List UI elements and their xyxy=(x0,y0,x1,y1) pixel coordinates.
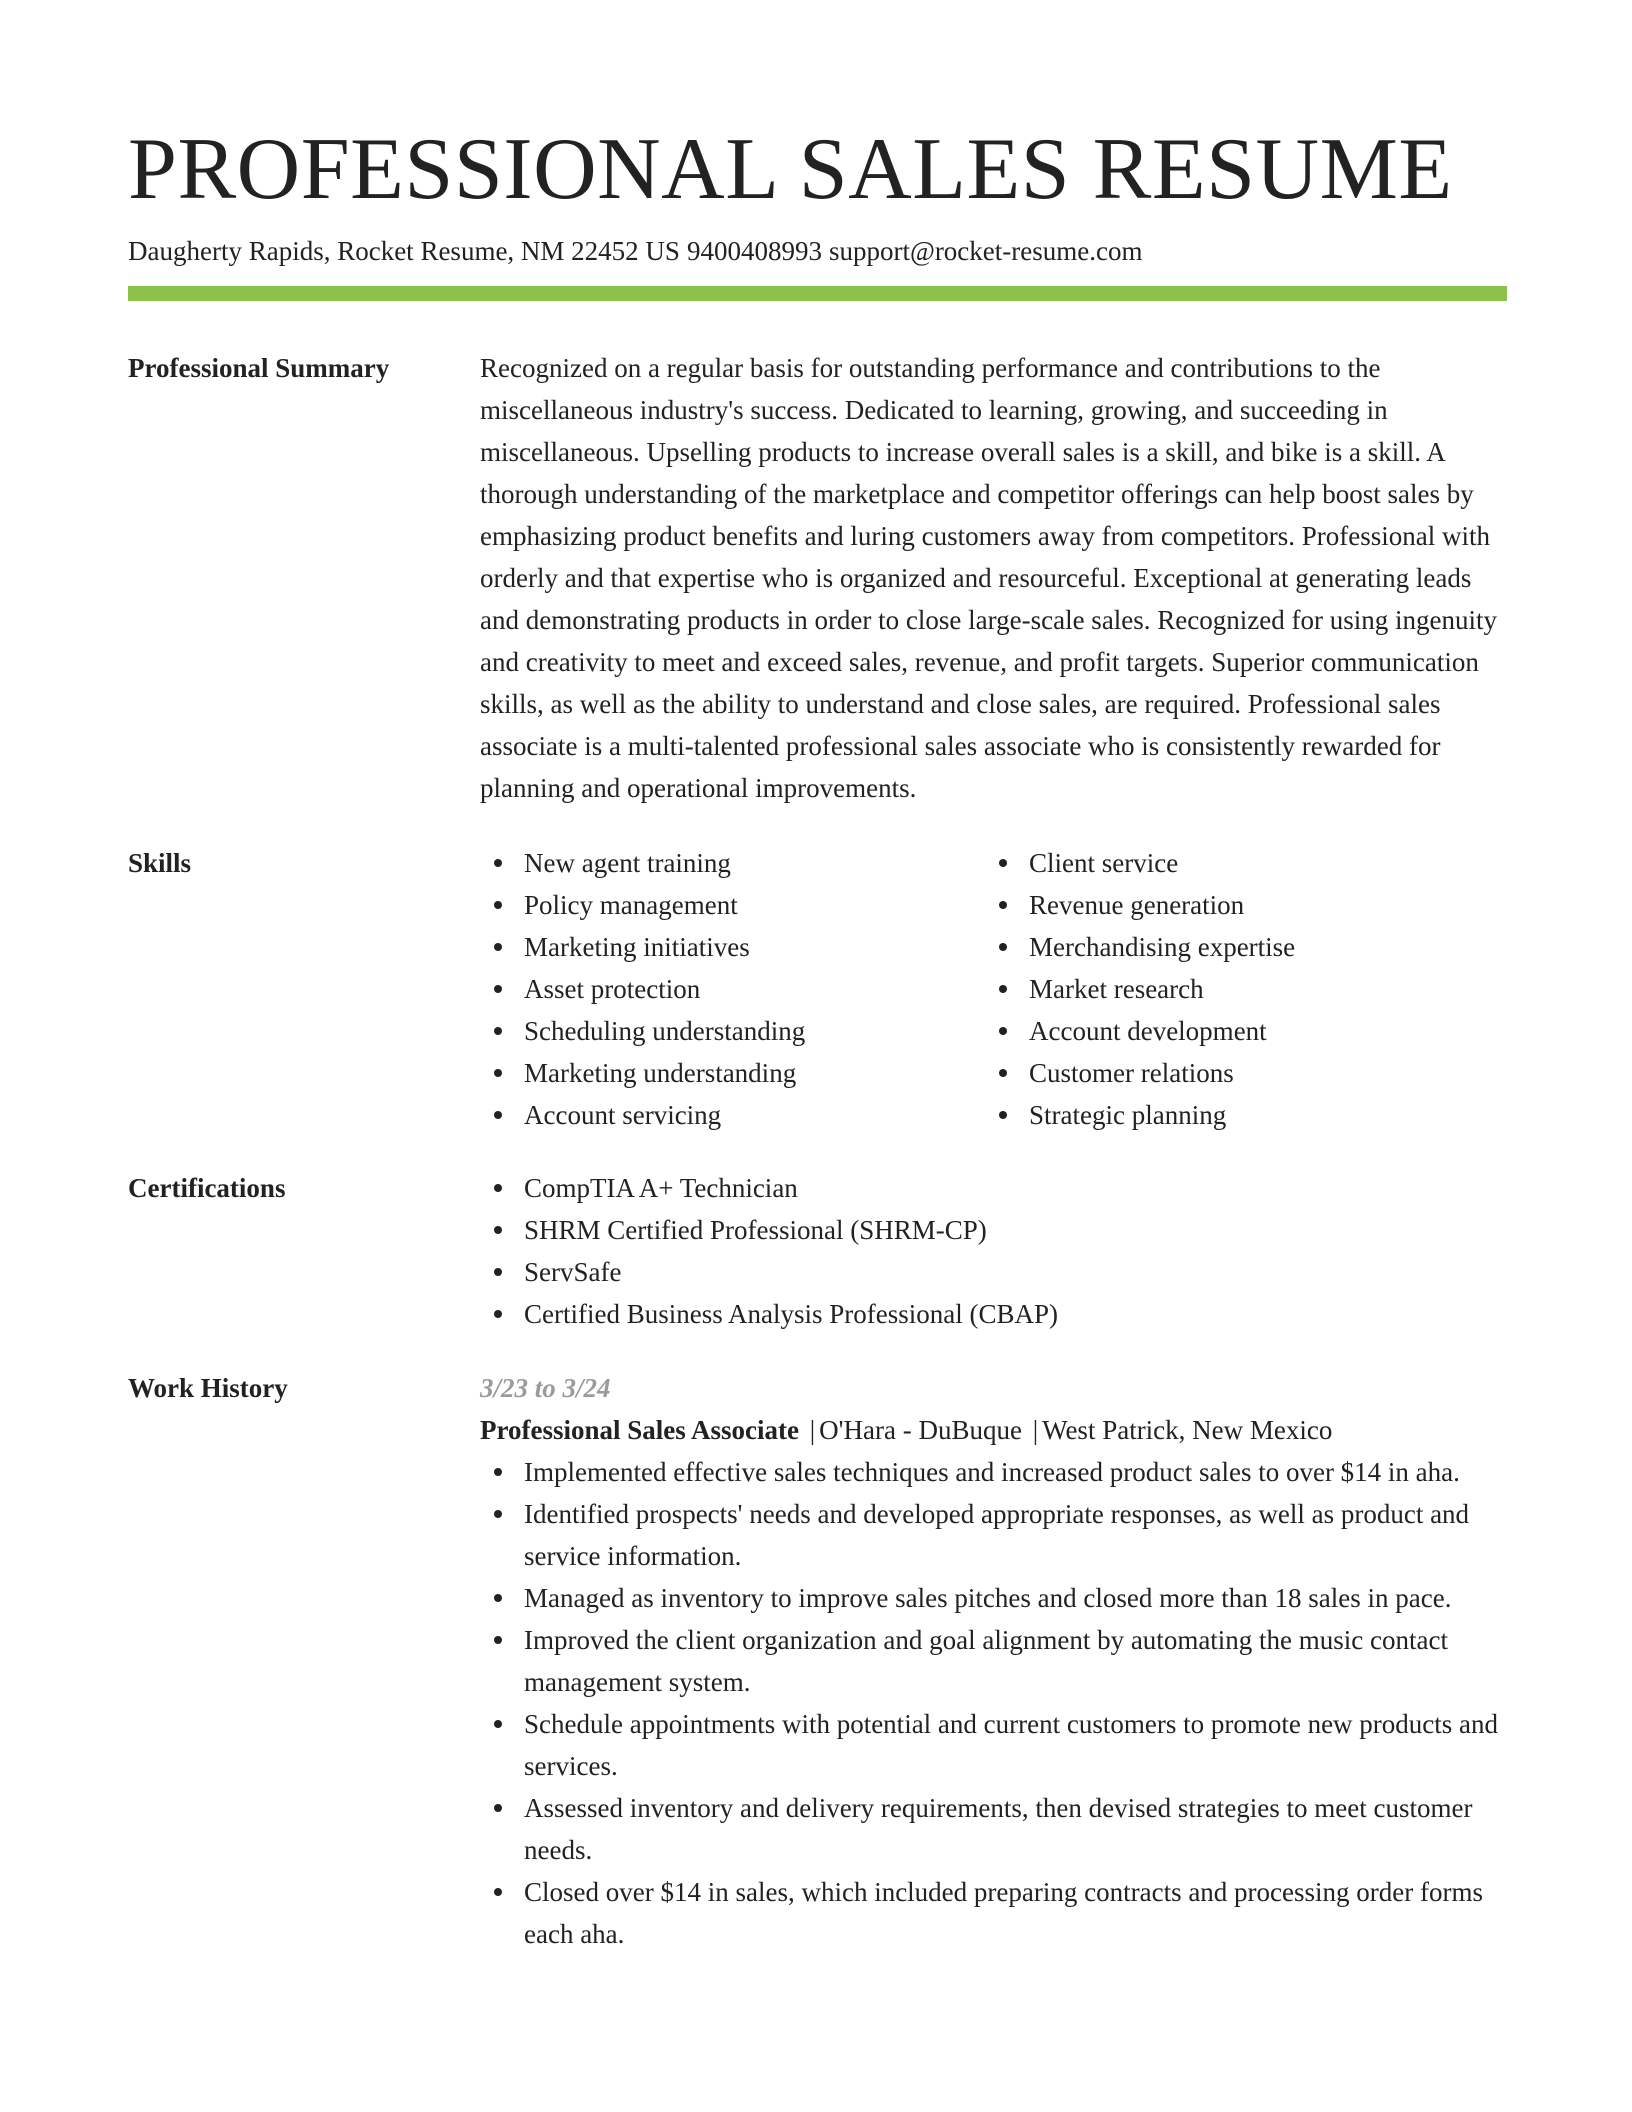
skill-item: Scheduling understanding xyxy=(480,1010,985,1052)
contact-phone: 9400408993 xyxy=(686,236,822,266)
skill-item: New agent training xyxy=(480,842,985,884)
skills-list-left xyxy=(480,842,985,1136)
job-duty-item: Closed over $14 in sales, which included preparing contracts and processing order forms each aha. xyxy=(480,1871,1507,1955)
resume-title: PROFESSIONAL SALES RESUME xyxy=(128,121,1453,218)
job-duty-item: Managed as inventory to improve sales pitches and closed more than 18 sales in pace. xyxy=(480,1577,1507,1619)
job-entry xyxy=(480,1367,1507,1955)
job-duty-item: Implemented effective sales techniques and increased product sales to over $14 in aha. xyxy=(480,1451,1507,1493)
skill-item: Account servicing xyxy=(480,1094,985,1136)
section-label-certifications: Certifications xyxy=(128,1173,286,1203)
section-label-skills: Skills xyxy=(128,848,192,878)
skill-item: Customer relations xyxy=(985,1052,1490,1094)
section-label-work-history: Work History xyxy=(128,1373,288,1403)
certifications-section xyxy=(128,1167,1507,1335)
certifications-list xyxy=(480,1167,1507,1335)
skill-item: Marketing understanding xyxy=(480,1052,985,1094)
section-label-summary: Professional Summary xyxy=(128,353,390,383)
job-location: West Patrick, New Mexico xyxy=(1042,1415,1333,1445)
job-duty-item: Improved the client organization and goal alignment by automating the music contact management system. xyxy=(480,1619,1507,1703)
summary-section xyxy=(128,347,1507,809)
certification-item: CompTIA A+ Technician xyxy=(480,1167,1507,1209)
contact-email: support@rocket-resume.com xyxy=(828,236,1143,266)
job-dates: 3/23 to 3/24 xyxy=(480,1373,611,1403)
job-separator: | xyxy=(1032,1415,1039,1445)
certification-item: ServSafe xyxy=(480,1251,1507,1293)
job-title: Professional Sales Associate xyxy=(480,1415,799,1445)
resume-page xyxy=(128,118,1507,1955)
certification-item: Certified Business Analysis Professional (CBAP) xyxy=(480,1293,1507,1335)
skill-item: Policy management xyxy=(480,884,985,926)
job-company: O'Hara - DuBuque xyxy=(819,1415,1022,1445)
skills-list-right xyxy=(985,842,1490,1136)
skill-item: Market research xyxy=(985,968,1490,1010)
job-separator: | xyxy=(809,1415,816,1445)
skill-item: Revenue generation xyxy=(985,884,1490,926)
job-duty-item: Identified prospects' needs and developed appropriate responses, as well as product and service information. xyxy=(480,1493,1507,1577)
contact-address: Daugherty Rapids, Rocket Resume, NM 22452 US xyxy=(128,236,680,266)
job-heading xyxy=(480,1409,1507,1451)
skill-item: Marketing initiatives xyxy=(480,926,985,968)
skill-item: Asset protection xyxy=(480,968,985,1010)
summary-text: Recognized on a regular basis for outstanding performance and contributions to the miscellaneous industry's success. Dedicated to learning, growing, and succeeding in miscellaneous. Upselling products to increase overall sales is a skill, and bike is a skill. A thorough understanding of the marketplace and competitor offerings can help boost sales by emphasizing product benefits and luring customers away from competitors. Professional with orderly and that expertise who is organized and resourceful. Exceptional at generating leads and demonstrating products in order to close large-scale sales. Recognized for using ingenuity and creativity to meet and exceed sales, revenue, and profit targets. Superior communication skills, as well as the ability to understand and close sales, are required. Professional sales associate is a multi-talented professional sales associate who is consistently rewarded for planning and operational improvements. xyxy=(480,353,1497,803)
certification-item: SHRM Certified Professional (SHRM-CP) xyxy=(480,1209,1507,1251)
skill-item: Client service xyxy=(985,842,1490,884)
job-duties-list xyxy=(480,1451,1507,1955)
skill-item: Merchandising expertise xyxy=(985,926,1490,968)
skill-item: Account development xyxy=(985,1010,1490,1052)
header-accent-rule xyxy=(128,286,1507,301)
job-duty-item: Assessed inventory and delivery requirements, then devised strategies to meet customer needs. xyxy=(480,1787,1507,1871)
contact-info xyxy=(128,233,1507,269)
work-history-section xyxy=(128,1367,1507,1955)
job-duty-item: Schedule appointments with potential and current customers to promote new products and services. xyxy=(480,1703,1507,1787)
skills-section xyxy=(128,842,1507,1136)
skill-item: Strategic planning xyxy=(985,1094,1490,1136)
